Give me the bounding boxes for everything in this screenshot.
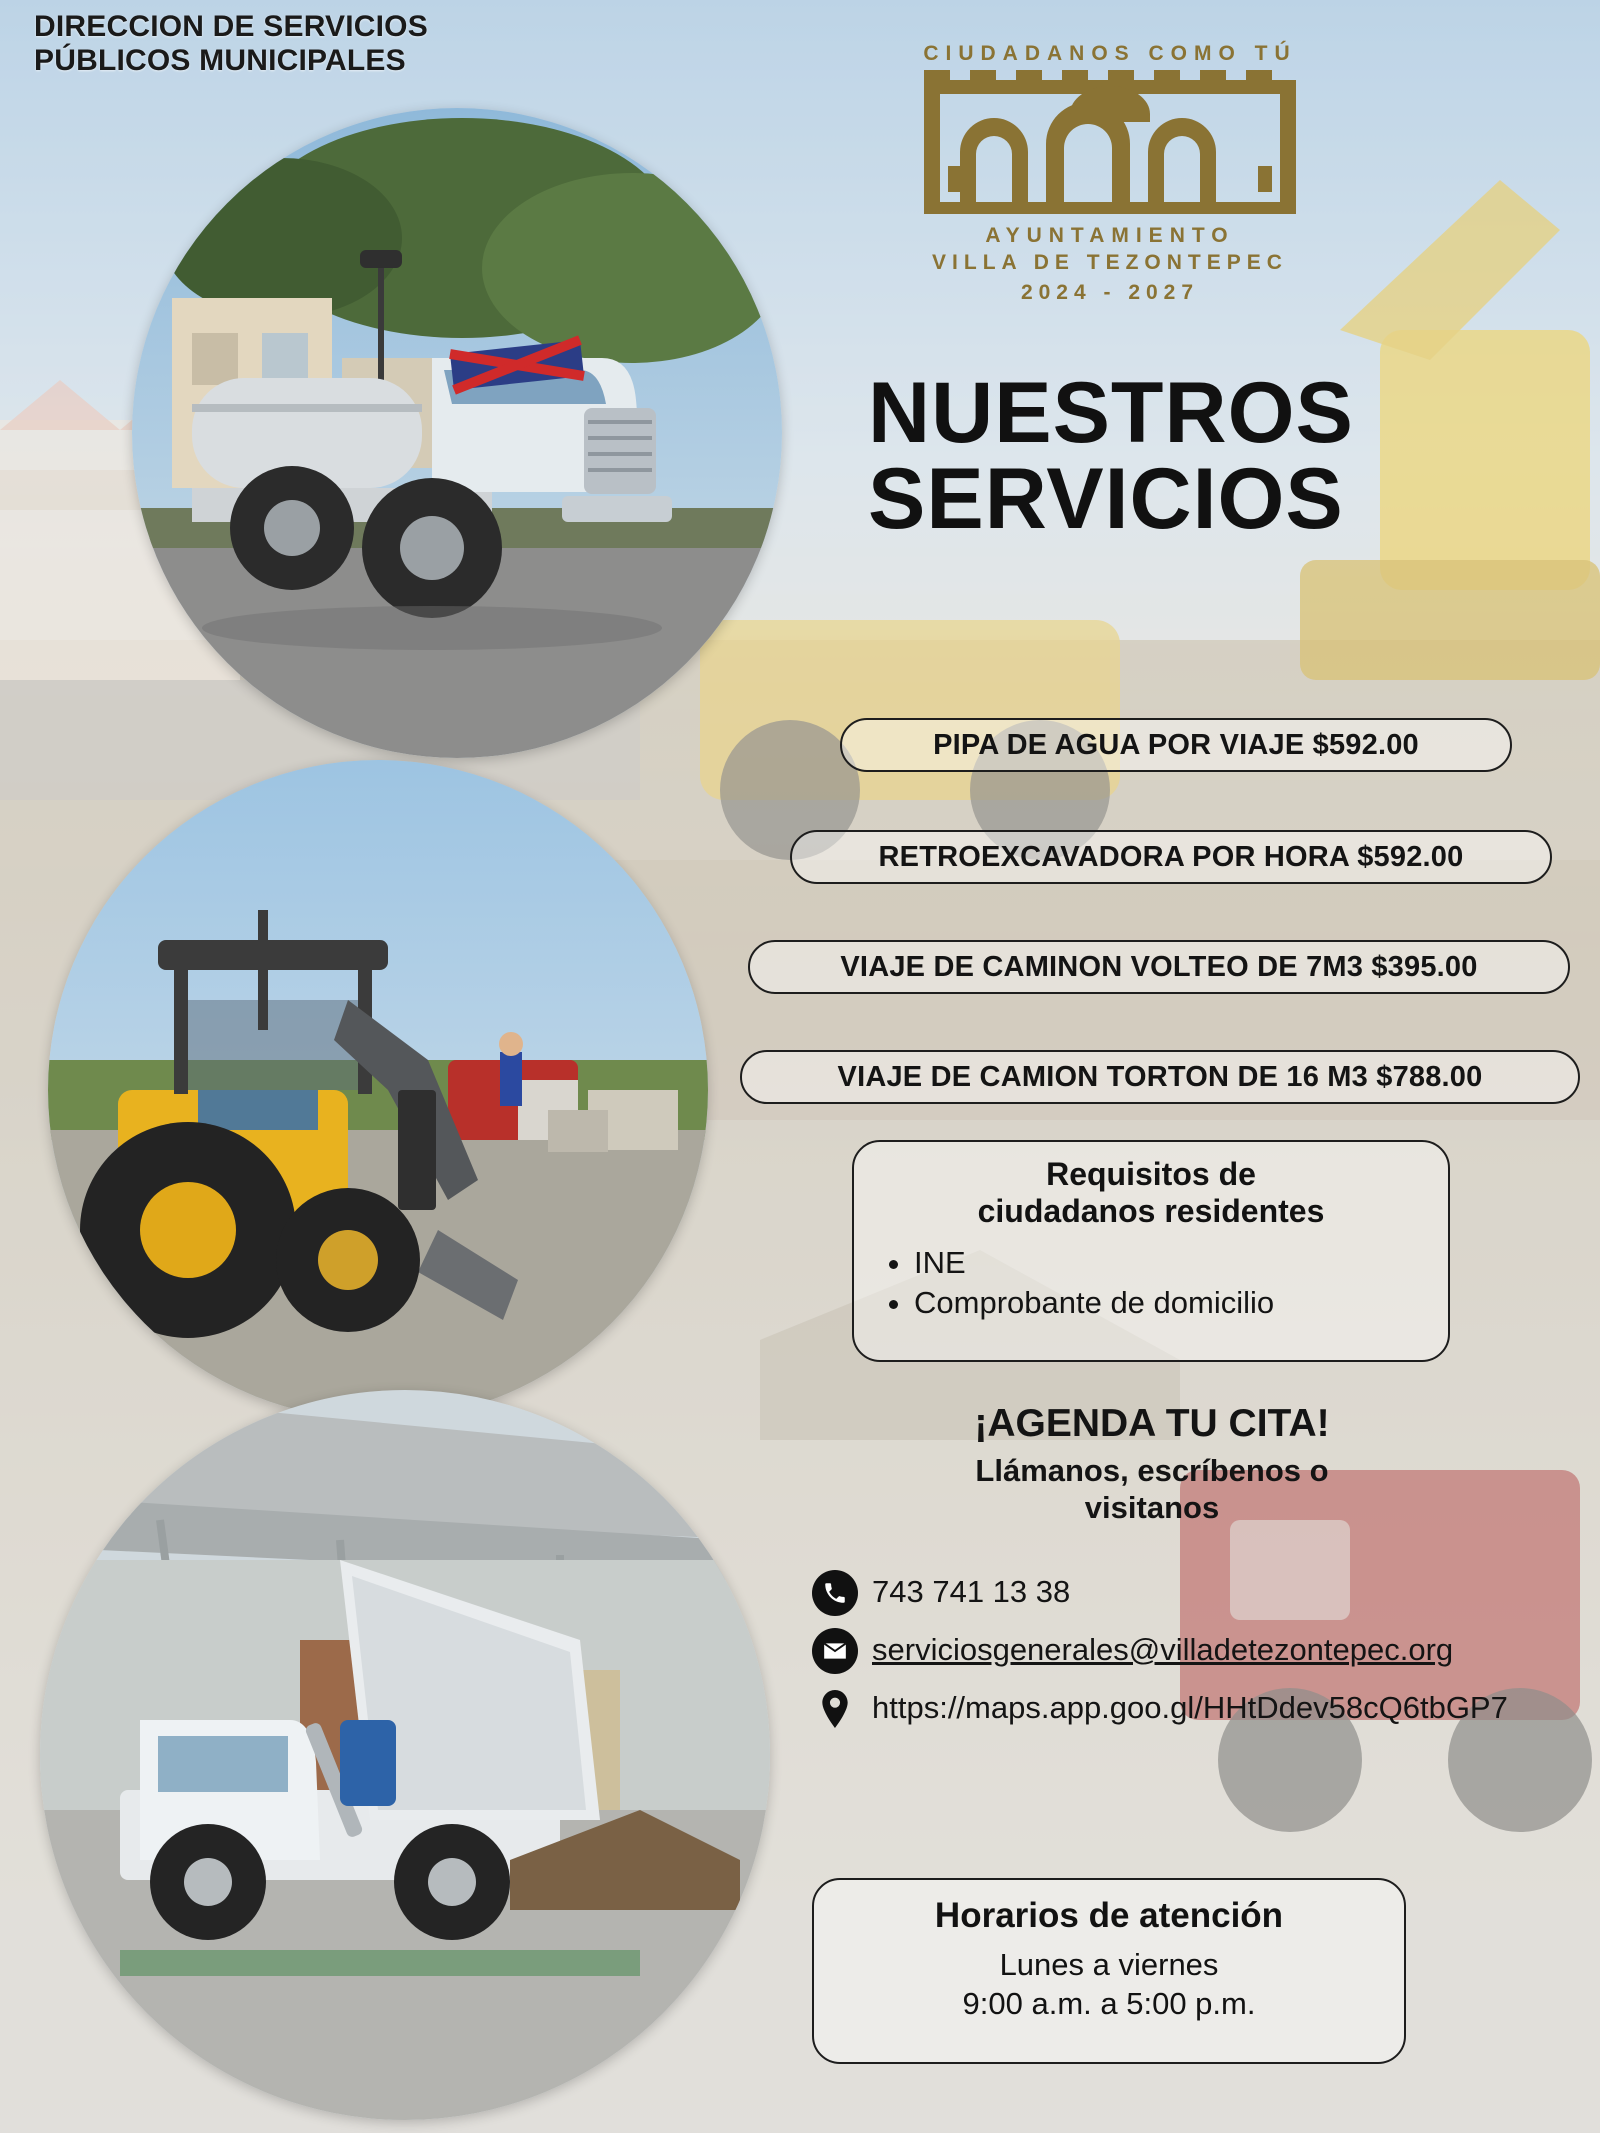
municipal-crest — [860, 42, 1360, 305]
envelope-icon — [812, 1628, 858, 1674]
schedule-days: Lunes a viernes — [999, 1947, 1219, 1982]
arch-building-crest-icon — [900, 70, 1320, 220]
crest-org-line2: VILLA DE TEZONTEPEC — [932, 251, 1288, 274]
backhoe-loader-illustration — [48, 760, 708, 1420]
requirements-list — [872, 1244, 1430, 1324]
crest-tagline: CIUDADANOS COMO TÚ — [923, 42, 1297, 65]
appointment-subtitle-line2: visitanos — [1084, 1490, 1220, 1526]
department-title-line2: PÚBLICOS MUNICIPALES — [34, 43, 406, 77]
service-pill-pipa-de-agua — [840, 718, 1512, 772]
requirements-title-line2: ciudadanos residentes — [977, 1192, 1325, 1229]
location-pin-icon — [812, 1686, 858, 1732]
crest-org-line1: AYUNTAMIENTO — [985, 224, 1235, 247]
email-address[interactable]: serviciosgenerales@villadetezontepec.org — [872, 1632, 1454, 1667]
appointment-title: ¡AGENDA TU CITA! — [974, 1402, 1330, 1445]
service-pill-camion-volteo — [748, 940, 1570, 994]
page-title-line1: NUESTROS — [868, 365, 1354, 461]
service-pill-label: VIAJE DE CAMION TORTON DE 16 M3 $788.00 — [837, 1060, 1483, 1093]
schedule-title: Horarios de atención — [934, 1896, 1284, 1935]
appointment-subtitle — [852, 1452, 1452, 1526]
requirements-title-line1: Requisitos de — [1046, 1156, 1256, 1192]
department-title — [34, 10, 428, 77]
contact-phone-row[interactable] — [812, 1570, 1542, 1616]
contact-block — [812, 1570, 1542, 1744]
page-title-line2: SERVICIOS — [868, 451, 1344, 547]
contact-email-row[interactable] — [812, 1628, 1542, 1674]
water-tanker-truck-photo — [132, 108, 782, 758]
requirements-title — [872, 1156, 1430, 1230]
service-pill-retroexcavadora — [790, 830, 1552, 884]
phone-icon — [812, 1570, 858, 1616]
dump-truck-photo — [40, 1390, 770, 2120]
department-title-line1: DIRECCION DE SERVICIOS — [34, 10, 428, 43]
dump-truck-illustration — [40, 1390, 770, 2120]
service-pill-label: RETROEXCAVADORA POR HORA $592.00 — [878, 840, 1464, 873]
contact-location-row[interactable] — [812, 1686, 1542, 1732]
requirement-item: • INE — [914, 1244, 1430, 1283]
crest-period: 2024 - 2027 — [1020, 281, 1200, 304]
service-pill-label: VIAJE DE CAMINON VOLTEO DE 7M3 $395.00 — [840, 950, 1478, 983]
water-tanker-truck-illustration — [132, 108, 782, 758]
backhoe-loader-photo — [48, 760, 708, 1420]
requirement-item: • Comprobante de domicilio — [914, 1284, 1430, 1323]
appointment-subtitle-line1: Llámanos, escríbenos o — [975, 1453, 1329, 1488]
requirements-box — [852, 1140, 1450, 1362]
map-url[interactable]: https://maps.app.goo.gl/HHtDdev58cQ6tbGP7 — [872, 1690, 1508, 1725]
schedule-box — [812, 1878, 1406, 2064]
phone-number: 743 741 13 38 — [872, 1574, 1071, 1609]
service-pill-label: PIPA DE AGUA POR VIAJE $592.00 — [933, 728, 1419, 761]
schedule-hours: 9:00 a.m. a 5:00 p.m. — [962, 1985, 1256, 2021]
page-title — [868, 365, 1508, 547]
service-pill-camion-torton — [740, 1050, 1580, 1104]
